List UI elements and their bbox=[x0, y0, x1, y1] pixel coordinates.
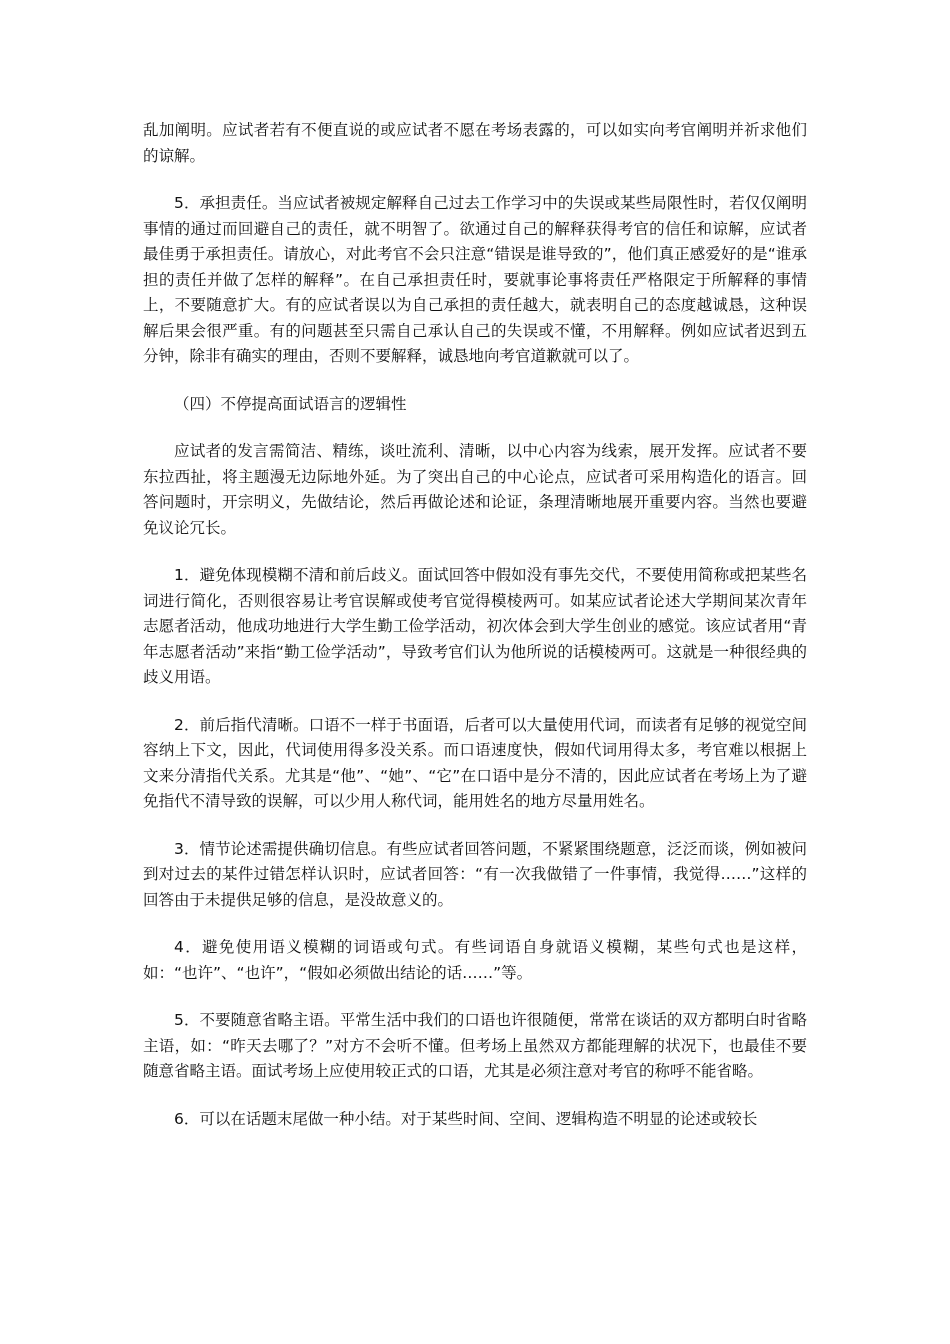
paragraph-item-1: 1．避免体现模糊不清和前后歧义。面试回答中假如没有事先交代，不要使用简称或把某些名词进行简化，否则很容易让考官误解或使考官觉得模棱两可。如某应试者论述大学期间某次青年志愿者活动，他成功地进行大学生勤工俭学活动，初次体会到大学生创业的感觉。该应试者用“青年志愿者活动”来指“勤工俭学活动”，导致考官们认为他所说的话模棱两可。这就是一种很经典的歧义用语。 bbox=[143, 566, 807, 686]
paragraph-spacer bbox=[143, 913, 807, 935]
paragraph-spacer bbox=[143, 417, 807, 439]
paragraph-spacer bbox=[143, 815, 807, 837]
paragraph-spacer bbox=[143, 169, 807, 191]
document-page bbox=[143, 118, 807, 1132]
section-heading: （四）不停提高面试语言的逻辑性 bbox=[174, 394, 407, 413]
paragraph-item-6: 6．可以在话题末尾做一种小结。对于某些时间、空间、逻辑构造不明显的论述或较长 bbox=[174, 1109, 758, 1128]
paragraph-spacer bbox=[143, 986, 807, 1008]
paragraph-continuation: 乱加阐明。应试者若有不便直说的或应试者不愿在考场表露的，可以如实向考官阐明并祈求他们的谅解。 bbox=[143, 121, 807, 165]
paragraph-spacer bbox=[143, 370, 807, 392]
paragraph-item-5-subject: 5．不要随意省略主语。平常生活中我们的口语也许很随便，常常在谈话的双方都明白时省略主语，如：“昨天去哪了？”对方不会听不懂。但考场上虽然双方都能理解的状况下，也最佳不要随意省略主语。面试考场上应使用较正式的口语，尤其是必须注意对考官的称呼不能省略。 bbox=[143, 1011, 807, 1080]
paragraph-item-4: 4．避免使用语义模糊的词语或句式。有些词语自身就语义模糊，某些句式也是这样，如：“也许”、“也许”，“假如必须做出结论的话……”等。 bbox=[143, 938, 807, 982]
paragraph-item-5-responsibility: 5．承担责任。当应试者被规定解释自己过去工作学习中的失误或某些局限性时，若仅仅阐明事情的通过而回避自己的责任，就不明智了。欲通过自己的解释获得考官的信任和谅解，应试者最佳勇于承担责任。请放心，对此考官不会只注意“错误是谁导致的”，他们真正感爱好的是“谁承担的责任并做了怎样的解释”。在自己承担责任时，要就事论事将责任严格限定于所解释的事情上，不要随意扩大。有的应试者误以为自己承担的责任越大，就表明自己的态度越诚恳，这种误解后果会很严重。有的问题甚至只需自己承认自己的失误或不懂，不用解释。例如应试者迟到五分钟，除非有确实的理由，否则不要解释，诚恳地向考官道歉就可以了。 bbox=[143, 194, 807, 365]
paragraph-item-3: 3．情节论述需提供确切信息。有些应试者回答问题，不紧紧围绕题意，泛泛而谈，例如被问到对过去的某件过错怎样认识时，应试者回答：“有一次我做错了一件事情，我觉得……”这样的回答由于未提供足够的信息，是没故意义的。 bbox=[143, 839, 807, 909]
paragraph-item-2: 2．前后指代清晰。口语不一样于书面语，后者可以大量使用代词，而读者有足够的视觉空间容纳上下文，因此，代词使用得多没关系。而口语速度快，假如代词用得太多，考官难以根据上文来分清指代关系。尤其是“他”、“她”、“它”在口语中是分不清的，因此应试者在考场上为了避免指代不清导致的误解，可以少用人称代词，能用姓名的地方尽量用姓名。 bbox=[143, 715, 807, 810]
paragraph-spacer bbox=[143, 1085, 807, 1107]
paragraph-logic-intro: 应试者的发言需简洁、精练，谈吐流利、清晰，以中心内容为线索，展开发挥。应试者不要东拉西扯，将主题漫无边际地外延。为了突出自己的中心论点，应试者可采用构造化的语言。回答问题时，开宗明义，先做结论，然后再做论述和论证，条理清晰地展开重要内容。当然也要避免议论冗长。 bbox=[143, 442, 807, 537]
paragraph-spacer bbox=[143, 541, 807, 563]
paragraph-spacer bbox=[143, 691, 807, 713]
